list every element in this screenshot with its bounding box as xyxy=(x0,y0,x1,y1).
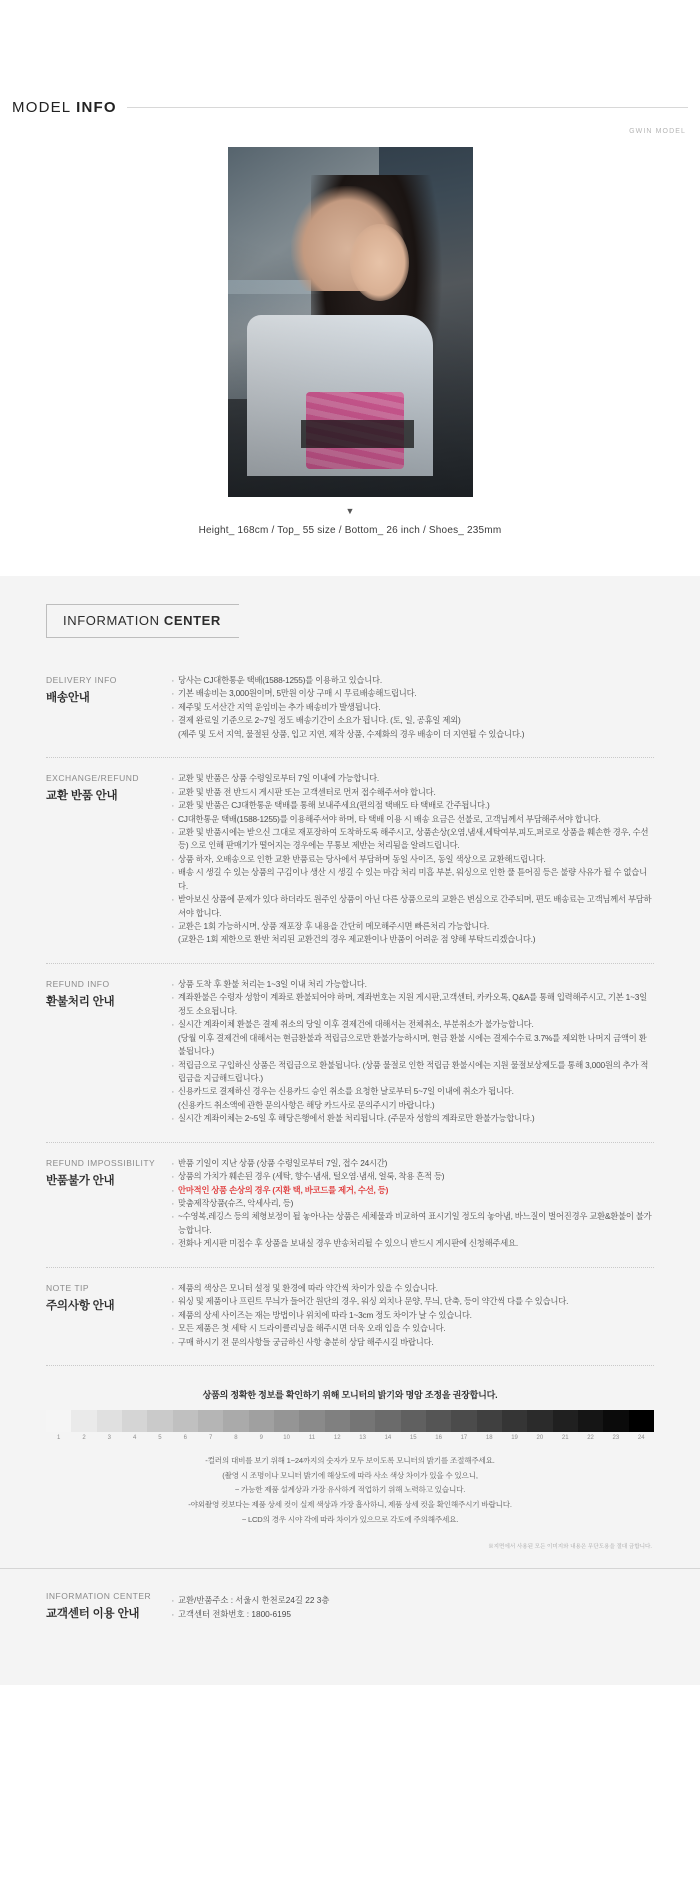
section-refund-impossibility xyxy=(46,1143,654,1268)
grayscale-swatch xyxy=(477,1410,502,1432)
information-center-rows xyxy=(0,638,700,1366)
section-label-ko: 주의사항 안내 xyxy=(46,1299,115,1312)
section-label-en: NOTE TIP xyxy=(46,1282,90,1293)
list-item: · 교환 및 반품시에는 받으신 그대로 재포장하여 도착하도록 해주시고, 상품손상(오염,냄새,세탁여부,피도,퍼로로 상품을 훼손한 경우, 수선 등) 으로 인해 판매기가 떨어지는 경우에는 무통보 제반는 처리됨을 알려드립니다. xyxy=(170,826,654,853)
list-item: (교환은 1회 제한으로 환반 처리된 교환건의 경우 제교환이나 반품이 어려운 점 양해 부탁드리겠습니다.) xyxy=(178,934,536,945)
list-item: (제주 및 도서 지역, 물절된 상품, 입고 지연, 제작 상품, 수제화의 경우 배송이 더 지연될 수 있습니다.) xyxy=(178,728,525,739)
section-label-ko: 반품불가 안내 xyxy=(46,1174,115,1187)
section-exchange-refund xyxy=(46,758,654,964)
grayscale-swatch xyxy=(629,1410,654,1432)
grayscale-swatch xyxy=(426,1410,451,1432)
list-item: · 전화나 게시판 미접수 후 상품을 보내실 경우 반송처리될 수 있으니 반드시 게시판에 신청해주세요. xyxy=(170,1237,654,1250)
model-photo xyxy=(228,147,473,497)
ic-title-light: INFORMATION xyxy=(63,613,164,628)
section-label xyxy=(46,1282,164,1349)
grayscale-number: 16 xyxy=(435,1434,442,1441)
information-center-title xyxy=(63,613,221,628)
section-body xyxy=(164,1157,654,1251)
calibration-title: 상품의 정확한 정보를 확인하기 위해 모니터의 밝기와 명암 조정을 권장합니다. xyxy=(202,1389,498,1400)
information-center-title-box xyxy=(46,604,239,638)
section-body xyxy=(164,772,654,947)
list-item: · 상품의 가치가 훼손된 경우 (세탁, 향수·냄새, 털오염·냄새, 얼룩, 착용 흔적 등) xyxy=(170,1170,654,1183)
grayscale-swatch xyxy=(325,1410,350,1432)
grayscale-number: 12 xyxy=(333,1434,341,1441)
list-item: · 구매 하시기 전 문의사항들 궁금하신 사항 충분히 상담 해주시길 바랍니다. xyxy=(170,1336,654,1349)
list-item: · 고객센터 전화번호 : 1800-6195 xyxy=(170,1607,654,1621)
grayscale-number: 22 xyxy=(587,1434,594,1441)
grayscale-number: 3 xyxy=(107,1434,111,1441)
grayscale-number: 14 xyxy=(384,1434,392,1441)
grayscale-swatch xyxy=(122,1410,147,1432)
list-item: · 적립금으로 구입하신 상품은 적립금으로 환불됩니다. (상품 물절로 인한 적립금 환불시에는 지원 물절보상제도를 통해 3,000원의 추가 적립금을 지급해드립니다.) xyxy=(170,1059,654,1086)
grayscale-number: 18 xyxy=(485,1434,493,1441)
grayscale-swatch xyxy=(350,1410,375,1432)
grayscale-number: 11 xyxy=(308,1434,316,1441)
model-info-title-light: MODEL xyxy=(12,98,77,116)
grayscale-swatch xyxy=(299,1410,324,1432)
section-label xyxy=(46,674,164,741)
list-item: · 교환은 1회 가능하시며, 상품 재포장 후 내용을 간단히 메모해주시면 빠른처리 가능합니다. xyxy=(170,920,654,933)
list-item: (신용카드 취소액에 관한 문의사항은 해당 카드사로 문의주시기 바랍니다.) xyxy=(178,1099,435,1110)
calibration-note: -야외촬영 컷보다는 제품 상세 컷이 실제 색상과 가장 흡사하니, 제품 상세 컷을 확인해주시기 바랍니다. xyxy=(188,1500,512,1510)
section-refund-info xyxy=(46,964,654,1143)
list-item: · 교환 및 반품은 상품 수령일로부터 7일 이내에 가능합니다. xyxy=(170,772,654,785)
section-body xyxy=(164,978,654,1126)
calibration-note: ~ LCD의 경우 시야 각에 따라 차이가 있으므로 각도에 주의해주세요. xyxy=(241,1515,459,1524)
section-body xyxy=(164,674,654,741)
grayscale-number: 17 xyxy=(460,1434,468,1441)
brand-tag: GWIN MODEL xyxy=(629,128,686,135)
section-label-en: REFUND INFO xyxy=(46,978,110,989)
section-body xyxy=(164,1282,654,1349)
grayscale-swatch xyxy=(46,1410,71,1432)
grayscale-swatch xyxy=(527,1410,552,1432)
customer-center-body xyxy=(164,1591,654,1621)
bottom-spacer xyxy=(0,1651,700,1685)
section-label xyxy=(46,978,164,1126)
section-label xyxy=(46,772,164,947)
list-item: · 반품 기일이 지난 상품 (상품 수령일로부터 7일, 접수 24시간) xyxy=(170,1157,654,1170)
model-info-header xyxy=(0,96,700,118)
section-label-en: DELIVERY INFO xyxy=(46,675,117,685)
customer-center-label-ko: 교객센터 이용 안내 xyxy=(46,1607,140,1620)
grayscale-number: 6 xyxy=(183,1434,187,1441)
list-item: · 기본 배송비는 3,000원이며, 5만원 이상 구매 시 무료배송해드립니다. xyxy=(170,687,654,700)
list-item: · 당사는 CJ대한통운 택배(1588-1255)를 이용하고 있습니다. xyxy=(170,674,654,687)
list-item: · ~수영복,레깅스 등의 체형보정이 될 놓아나는 상품은 세체물과 비교하여 표시기일 정도의 놓아냄, 바느질이 벌어진경우 교환&환불이 불가능합니다. xyxy=(170,1210,654,1237)
list-item: · 교환/반품주소 : 서울시 한천로24길 22 3층 xyxy=(170,1593,654,1607)
model-info-title-bold: INFO xyxy=(76,98,117,116)
grayscale-swatch xyxy=(198,1410,223,1432)
section-label-ko: 배송안내 xyxy=(46,692,90,704)
list-item: · 상품 도착 후 환불 처리는 1~3일 이내 처리 가능합니다. xyxy=(170,978,654,991)
ic-title-bold: CENTER xyxy=(163,613,221,628)
customer-center-section xyxy=(0,1568,700,1651)
list-item: · 교환 및 반품 전 반드시 게시판 또는 고객센터로 먼저 접수해주셔야 합니다. xyxy=(170,786,654,799)
list-item: · 모든 제품은 첫 세탁 시 드라이클리닝을 해주시면 더욱 오래 입을 수 있습니다. xyxy=(170,1322,654,1335)
product-detail-page xyxy=(0,96,700,1685)
header-divider xyxy=(127,107,688,108)
grayscale-number: 10 xyxy=(283,1434,290,1441)
list-item: · 상품 하자, 오배송으로 인한 교환 반품료는 당사에서 부담하며 동일 사이즈, 동일 색상으로 교환해드립니다. xyxy=(170,853,654,866)
section-label-en: EXCHANGE/REFUND xyxy=(46,773,139,784)
list-item: · 실시간 계좌이체는 2~5일 후 해당은행에서 환불 처리됩니다. (주문자 성함의 계좌로만 환불가능합니다.) xyxy=(170,1112,654,1125)
calibration-notes xyxy=(46,1455,654,1526)
section-label-en: REFUND IMPOSSIBILITY xyxy=(46,1157,156,1168)
grayscale-numbers xyxy=(46,1435,654,1441)
list-item: · 워싱 및 제품이나 프린트 무늬가 들어간 원단의 경우, 워싱 외치나 문양, 무늬, 단축, 등이 약간씩 다를 수 있습니다. xyxy=(170,1295,654,1308)
grayscale-swatch xyxy=(71,1410,96,1432)
grayscale-number: 1 xyxy=(56,1434,61,1441)
list-item-highlight xyxy=(170,1184,654,1197)
copyright-footnote: ※지면에서 사용된 모든 이미지와 내용은 무단도용을 절대 금합니다. xyxy=(488,1543,652,1550)
grayscale-strip xyxy=(46,1410,654,1432)
list-item: · 신용카드로 결제하신 경우는 신용카드 승인 취소를 요청한 날로부터 5~7일 이내에 취소가 됩니다. xyxy=(170,1085,654,1098)
grayscale-number: 23 xyxy=(612,1434,620,1441)
grayscale-number: 9 xyxy=(259,1434,263,1441)
model-spec-text: Height_ 168cm / Top_ 55 size / Bottom_ 26 inch / Shoes_ 235mm xyxy=(198,525,502,536)
list-item: · 제품의 색상은 모니터 설정 및 환경에 따라 약간씩 차이가 있을 수 있습니다. xyxy=(170,1282,654,1295)
grayscale-swatch xyxy=(249,1410,274,1432)
grayscale-number: 19 xyxy=(511,1434,518,1441)
grayscale-number: 20 xyxy=(536,1434,544,1441)
list-item: · 제품의 상세 사이즈는 재는 방법이나 위치에 따라 1~3cm 정도 차이가 날 수 있습니다. xyxy=(170,1309,654,1322)
grayscale-swatch xyxy=(578,1410,603,1432)
grayscale-number: 4 xyxy=(132,1434,137,1441)
grayscale-number: 8 xyxy=(234,1434,238,1441)
customer-center-label xyxy=(46,1591,164,1621)
grayscale-number: 2 xyxy=(82,1434,86,1441)
grayscale-swatch xyxy=(401,1410,426,1432)
grayscale-number: 21 xyxy=(561,1434,569,1441)
calibration-note: (촬영 시 조명이나 모니터 밝기에 해상도에 따라 사소 색상 차이가 있을 수 있으니, xyxy=(222,1470,478,1480)
calibration-note: -컬러의 대비를 보기 위해 1~24까지의 숫자가 모두 보이도록 모니터의 밝기를 조절해주세요. xyxy=(205,1455,495,1465)
section-label xyxy=(46,1157,164,1251)
grayscale-swatch xyxy=(223,1410,248,1432)
grayscale-swatch xyxy=(451,1410,476,1432)
grayscale-swatch xyxy=(173,1410,198,1432)
section-label-ko: 교환 반품 안내 xyxy=(46,790,118,803)
section-note-tip xyxy=(46,1268,654,1366)
list-item: · 실시간 계좌이체 환불은 결제 취소의 당일 이후 결제건에 대해서는 전체취소, 부분취소가 불가능합니다. xyxy=(170,1018,654,1031)
grayscale-swatch xyxy=(553,1410,578,1432)
section-label-ko: 환불처리 안내 xyxy=(46,995,115,1008)
list-item: · 배송 시 생길 수 있는 상품의 구김이나 생산 시 생길 수 있는 마감 처리 미흡 부분, 워싱으로 인한 풀 튿어짐 등은 불량 사유가 될 수 없습니다. xyxy=(170,866,654,893)
monitor-calibration-section xyxy=(0,1366,700,1550)
grayscale-number: 5 xyxy=(158,1434,162,1441)
list-item: · 받아보신 상품에 문제가 있다 하더라도 원주인 상품이 아닌 다른 상품으로의 교환은 변심으로 간주되며, 편도 배송료는 고객님께서 부담하셔야 합니다. xyxy=(170,893,654,920)
list-item: · CJ대한통운 택배(1588-1255)를 이용해주셔야 하며, 타 택배 이용 시 배송 요금은 선불로, 고객님께서 부담해주셔야 합니다. xyxy=(170,813,654,826)
list-item: · 계좌환불은 수령자 성함이 계좌로 환불되어야 하며, 계좌번호는 지원 게시판,고객센터, 카카오톡, Q&A를 통해 입력해주시고, 기본 1~3일정도 소요됩니다. xyxy=(170,991,654,1018)
grayscale-swatch xyxy=(97,1410,122,1432)
list-item: (당월 이후 결제건에 대해서는 현금환불과 적립금으로만 환불가능하시며, 현금 환불 시에는 결제수수료 3.7%를 제외한 나머지 금액이 환불됩니다.) xyxy=(178,1032,647,1057)
list-item: · 맞춤제작상품(슈즈, 악세사리, 등) xyxy=(170,1197,654,1210)
list-item: · 제주및 도서산간 지역 운임비는 추가 배송비가 발생됩니다. xyxy=(170,701,654,714)
section-delivery-info xyxy=(46,660,654,758)
customer-center-label-en: INFORMATION CENTER xyxy=(46,1590,152,1601)
grayscale-number: 7 xyxy=(208,1434,213,1441)
grayscale-swatch xyxy=(603,1410,628,1432)
grayscale-number: 13 xyxy=(359,1434,366,1441)
list-item: · 결제 완료일 기준으로 2~7일 정도 배송기간이 소요가 됩니다. (토, 일, 공휴일 제외) xyxy=(170,714,654,727)
calibration-note: ~ 가능한 제품 설계상과 가장 유사하게 적업하기 위해 노력하고 있습니다. xyxy=(234,1485,466,1495)
grayscale-number: 24 xyxy=(637,1434,645,1441)
grayscale-swatch xyxy=(274,1410,299,1432)
photo-shadow-overlay xyxy=(228,147,473,497)
grayscale-swatch xyxy=(375,1410,400,1432)
grayscale-number: 15 xyxy=(409,1434,417,1441)
grayscale-swatch xyxy=(147,1410,172,1432)
model-info-title xyxy=(12,99,117,116)
information-center-block xyxy=(0,576,700,1685)
grayscale-swatch xyxy=(502,1410,527,1432)
highlight-text: 안마적인 상품 손상의 경우 (지환 택, 바코드를 제거, 수선, 등) xyxy=(178,1184,389,1195)
arrow-down-icon: ▼ xyxy=(345,506,355,516)
model-photo-wrap xyxy=(0,147,700,497)
list-item: · 교환 및 반품은 CJ대한통운 택배를 통해 보내주세요(편의점 택배도 타 택배로 간주됩니다.) xyxy=(170,799,654,812)
